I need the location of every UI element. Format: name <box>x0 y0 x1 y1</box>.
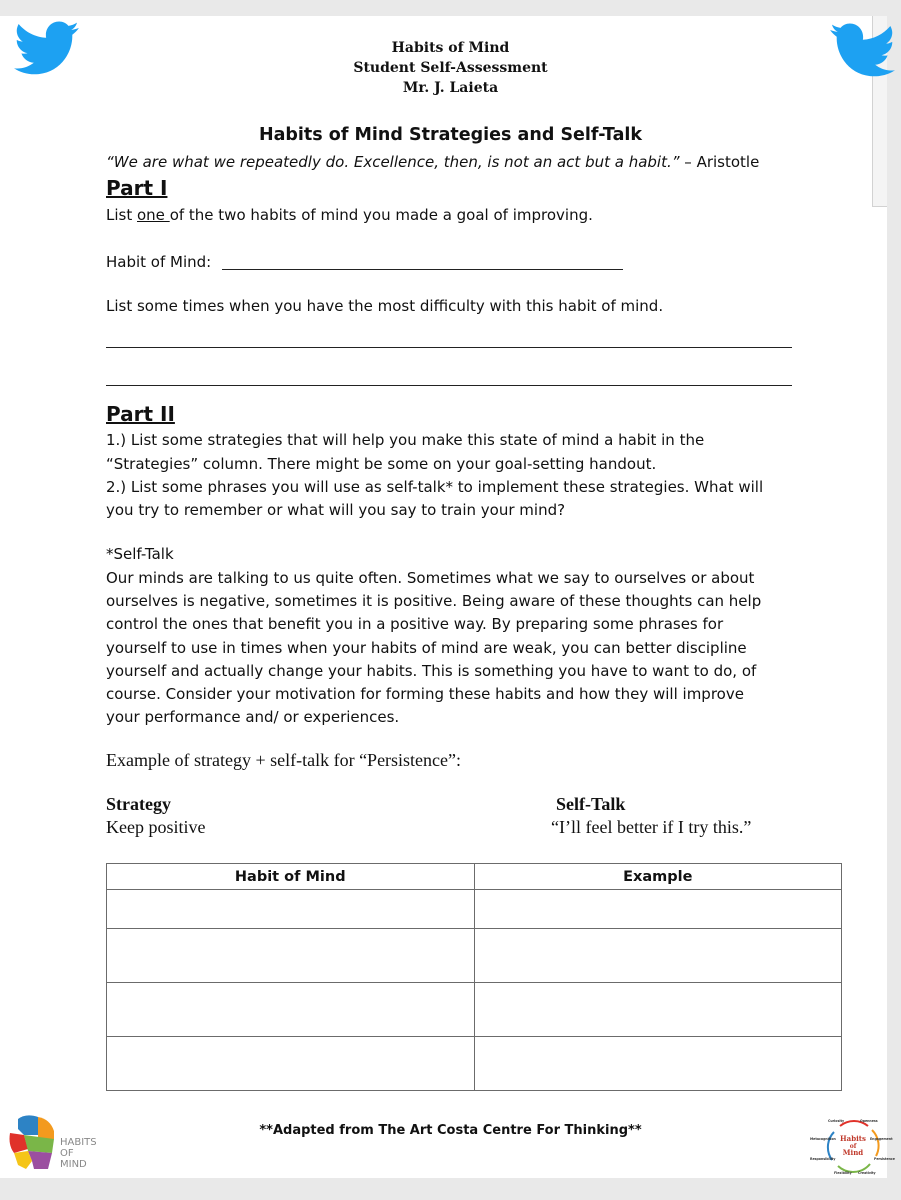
puzzle-head-icon <box>10 1115 55 1169</box>
logo-center-mind: Mind <box>842 1148 864 1157</box>
quote-text: “We are what we repeatedly do. Excellence, then, is not an act but a habit.” <box>106 153 680 171</box>
example-cell[interactable] <box>474 929 842 983</box>
part1-heading: Part I <box>106 176 168 200</box>
logo-ring-label: Metacognition <box>810 1137 836 1141</box>
example-cell[interactable] <box>474 1037 842 1091</box>
self-talk-value: “I’ll feel better if I try this.” <box>551 817 752 837</box>
logo-ring-label: Flexibility <box>834 1171 852 1175</box>
table-row <box>107 983 842 1037</box>
header-subtitle: Student Self-Assessment <box>353 60 548 76</box>
self-talk-line: yourself and actually change your habits. This is something you have to want to do, of <box>106 661 757 680</box>
strategy-value: Keep positive <box>106 817 206 837</box>
logo-text-mind: MIND <box>60 1159 87 1170</box>
habit-cell[interactable] <box>107 929 475 983</box>
habits-of-mind-logo-left <box>4 1113 114 1173</box>
column-header-example: Example <box>474 864 842 890</box>
self-talk-line: your performance and/ or experiences. <box>106 708 400 727</box>
self-talk-heading: *Self-Talk <box>106 545 174 563</box>
part1-instruction-emphasis: one <box>137 206 170 224</box>
logo-ring-label: Persistence <box>874 1157 895 1161</box>
strategy-label: Strategy <box>106 794 171 814</box>
habit-cell[interactable] <box>107 1037 475 1091</box>
worksheet-title: Habits of Mind Strategies and Self-Talk <box>258 125 643 145</box>
example-cell[interactable] <box>474 983 842 1037</box>
habit-of-mind-label: Habit of Mind: <box>106 253 212 271</box>
self-talk-line: yourself to use in times when your habits of mind are weak, you can better discipline <box>106 638 747 657</box>
quote-author: – Aristotle <box>684 153 760 171</box>
table-header-row <box>107 864 842 890</box>
difficulty-answer-line-1[interactable] <box>106 347 792 348</box>
self-talk-line: course. Consider your motivation for forming these habits and how they will improve <box>106 685 744 704</box>
logo-ring-label: Openness <box>860 1119 878 1123</box>
habit-of-mind-blank[interactable] <box>222 269 623 270</box>
part1-instruction-post: of the two habits of mind you made a goal of improving. <box>169 206 593 224</box>
part1-instruction-pre: List <box>106 206 137 224</box>
part2-instruction-2b: you try to remember or what will you say to train your mind? <box>106 501 566 519</box>
table-row <box>107 890 842 929</box>
part2-instruction-1a: 1.) List some strategies that will help you make this state of mind a habit in the <box>106 431 705 449</box>
logo-center-habits: Habits <box>840 1134 866 1143</box>
difficulty-answer-line-2[interactable] <box>106 385 792 386</box>
difficulty-prompt: List some times when you have the most difficulty with this habit of mind. <box>106 297 664 315</box>
self-talk-line: Our minds are talking to us quite often. Sometimes what we say to ourselves or about <box>106 569 755 587</box>
logo-ring-label: Responsibility <box>810 1157 836 1161</box>
self-talk-label: Self-Talk <box>556 794 626 814</box>
part2-heading: Part II <box>106 402 175 426</box>
table-row <box>107 929 842 983</box>
part1-instruction <box>106 206 593 224</box>
column-header-habit: Habit of Mind <box>107 864 475 890</box>
self-talk-line: control the ones that benefit you in a positive way. By preparing some phrases for <box>106 615 724 634</box>
logo-ring-label: Engagement <box>870 1137 893 1141</box>
part2-instruction-2a: 2.) List some phrases you will use as self-talk* to implement these strategies. What will <box>106 478 764 496</box>
habits-table <box>106 863 842 1091</box>
quote-line <box>106 153 759 171</box>
logo-ring-label: Creativity <box>858 1171 876 1175</box>
logo-text-habits: HABITS <box>60 1137 97 1148</box>
self-talk-line: ourselves is negative, sometimes it is positive. Being aware of these thoughts can help <box>106 592 762 611</box>
footer-credit: **Adapted from The Art Costa Centre For Thinking** <box>259 1123 642 1138</box>
habits-of-mind-cycle-logo <box>810 1116 896 1176</box>
part2-instruction-1b: “Strategies” column. There might be some on your goal-setting handout. <box>106 455 657 473</box>
logo-text-of: OF <box>60 1148 74 1159</box>
header-title: Habits of Mind <box>391 40 510 56</box>
example-cell[interactable] <box>474 890 842 929</box>
header-teacher: Mr. J. Laieta <box>402 80 499 96</box>
example-intro: Example of strategy + self-talk for “Persistence”: <box>106 750 462 770</box>
logo-ring-label: Curiosity <box>828 1119 845 1123</box>
table-row <box>107 1037 842 1091</box>
self-talk-paragraph <box>106 567 806 729</box>
logo-center-of: of <box>849 1143 857 1150</box>
habit-cell[interactable] <box>107 983 475 1037</box>
habit-cell[interactable] <box>107 890 475 929</box>
